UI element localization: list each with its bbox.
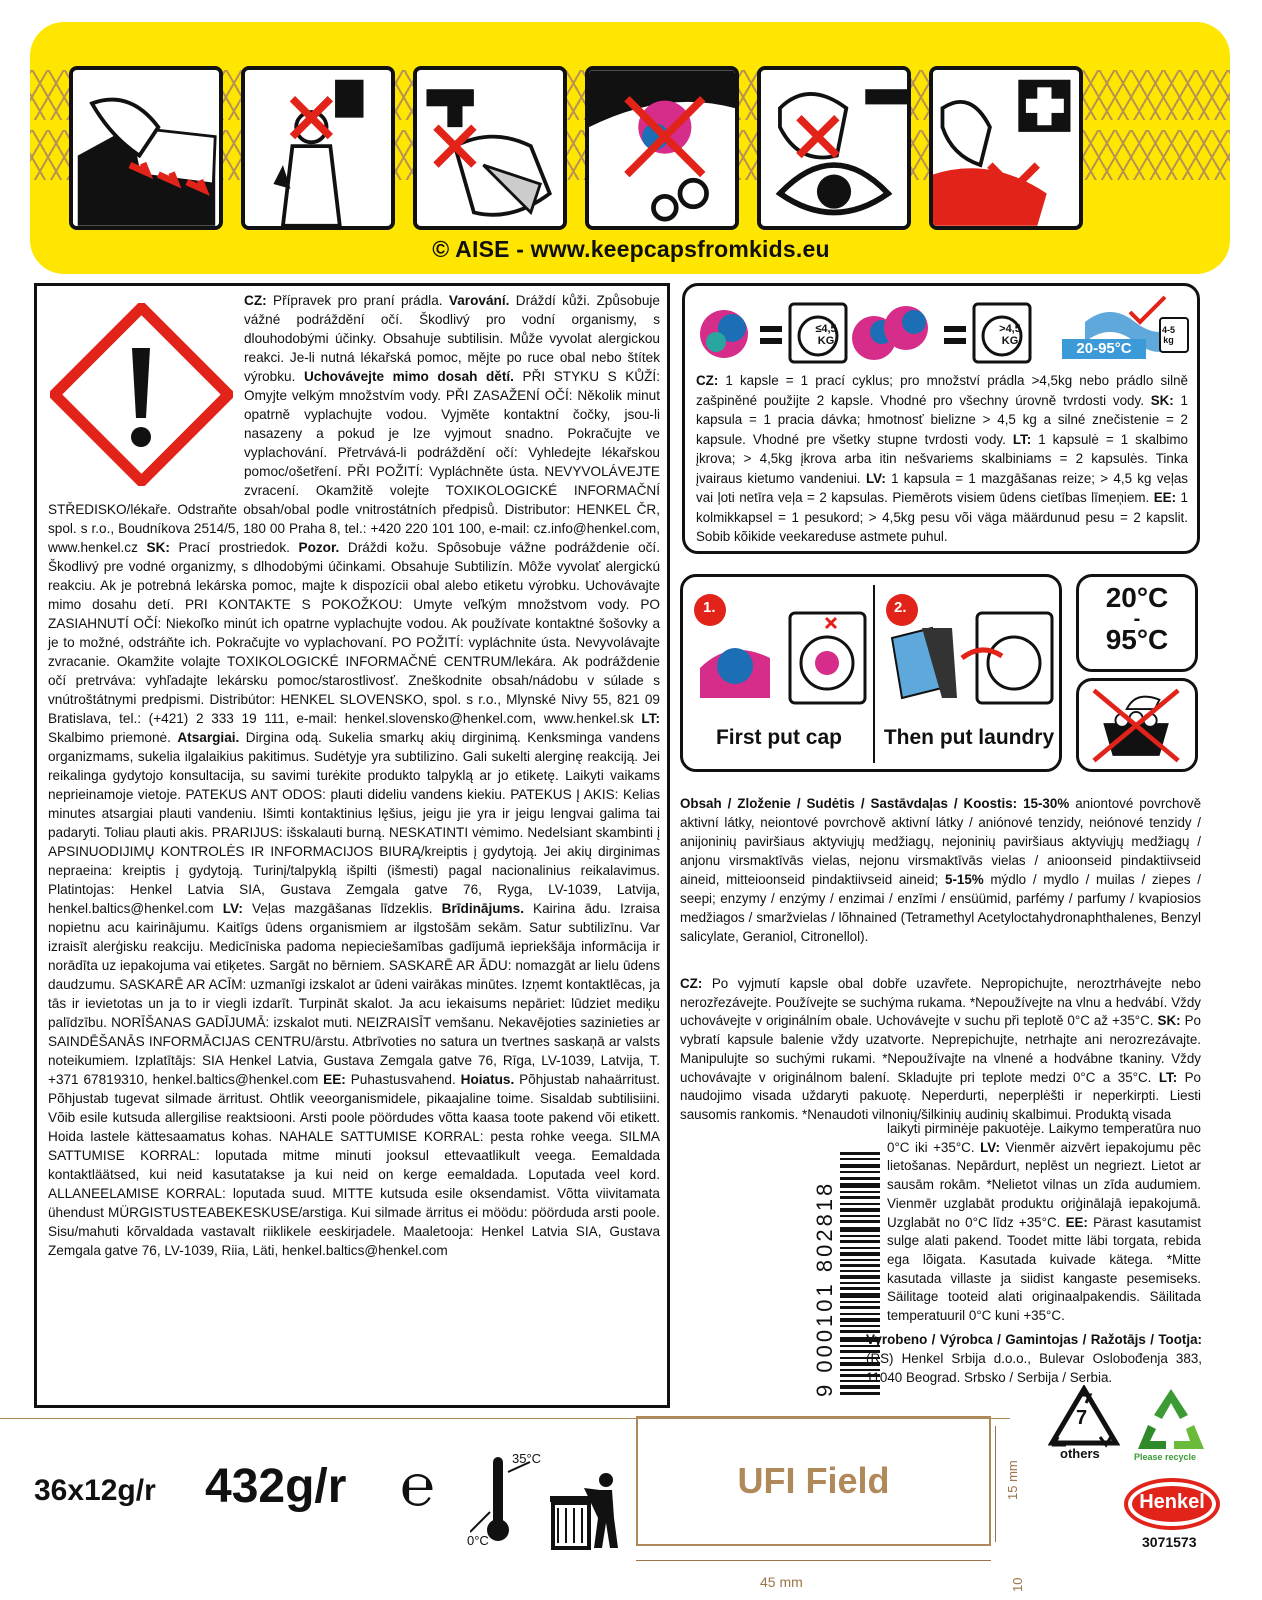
producer-info: Vyrobeno / Výrobca / Gamintojas / Ražotājs / Tootja: (RS) Henkel Srbija d.o.o., Bulevar Oslobođenja 383, 11040 Beograd. Srbsko / Serbija / Serbia.	[866, 1332, 1202, 1385]
step-two-label: Then put laundry	[883, 726, 1055, 749]
cap-into-drum-icon	[690, 588, 870, 708]
recycle-number: 7	[1076, 1407, 1088, 1429]
step-one-label: First put cap	[715, 726, 842, 749]
dim-line	[995, 1426, 996, 1542]
temp-dash: -	[1133, 608, 1141, 630]
dosage-instructions: CZ: 1 kapsle = 1 prací cyklus; pro množství prádla >4,5kg nebo prádlo silně zašpiněné použijte 2 kapsle. Vhodné pro všechny úrovně tvrdosti vody. SK: 1 kapsula = 1 pracia dávka; hmotnosť bielizne > 4,5 kg a silné znečistenie = 2 kapsule. Vhodné pre všetky stupne tvrdosti vody. LT: 1 kapsulė = 1 skalbimo įkrova; > 4,5kg įkrova arba itin nešvariems skalbiniams = 2 kapsulės. Tinka įvairaus kietumo vandeniui. LV: 1 kapsula = 1 mazgāšanas reize; > 4,5 kg veļas vai ļoti netīra veļa = 2 kapsulas. Piemērots visiem ūdens cietības līmeņiem. EE: 1 kolmikkapsel = 1 pesukord; > 4,5kg pesu või väga määrdunud pesu = 2 kapslit. Sobib kõikide veekareduse astmete puhul.	[696, 373, 1189, 544]
storage-instructions-continued: laikyti pirminėje pakuotėje. Laikymo temperatūra nuo 0°C iki +35°C. LV: Vienmēr aizvērt iepakojumu pēc lietošanas. Nepārdurt, neplēst un negriezt. Lietot ar sausām rokām. *Nelietot vilnas un zīda audumiem. Vienmēr uzglabāt produktu oriģinālajā iepakojumā. Uzglabāt no 0°C līdz +35°C. EE: Pärast kasutamist sulge alati pakend. Toodet mitte läbi torgata, rebida ega lõigata. Kasutada kuivade kätega. *Mitte kasutada villaste ja siidist kangaste pesemiseks. Säilitage tooteid alati originaalpakendis. Säilitada temperatuuril 0°C kuni +35°C.	[887, 1121, 1202, 1324]
recycle-label: others	[1060, 1446, 1100, 1461]
first-aid-icon	[929, 66, 1083, 230]
open-package-icon	[69, 66, 223, 230]
henkel-logo-text: Henkel	[1139, 1491, 1205, 1513]
net-weight: 432g/r	[205, 1460, 347, 1513]
capsule-weight: 36x12g/r	[34, 1474, 156, 1507]
temp-max: 95°C	[1105, 624, 1169, 655]
width-dimension: 45 mm	[760, 1574, 803, 1590]
no-handwash-box	[1076, 678, 1198, 772]
do-not-cut-icon	[585, 66, 739, 230]
ufi-field: UFI Field	[636, 1416, 991, 1546]
kg-range-label: 4-5 kg	[1162, 325, 1176, 345]
dry-hands-icon	[413, 66, 567, 230]
height-dimension: 15 mm	[1005, 1460, 1020, 1500]
step-one-number: 1.	[703, 599, 716, 616]
barcode-number: 9 000101 802818	[812, 1180, 837, 1397]
order-divider	[873, 585, 875, 763]
bleed-dimension: 10	[1010, 1577, 1025, 1592]
step-two-number: 2.	[894, 599, 907, 616]
e-mark-icon: ℮	[400, 1453, 435, 1518]
temp-min: 20°C	[1105, 582, 1169, 613]
tidyman-bin-icon	[548, 1468, 623, 1553]
child-no-access-icon	[241, 66, 395, 230]
dim-line	[636, 1560, 991, 1561]
temp-range-badge: 20-95°C	[1062, 339, 1146, 359]
please-recycle-text: Please recycle	[1134, 1452, 1197, 1462]
henkel-logo	[1124, 1478, 1220, 1530]
no-handwash-icon	[1079, 681, 1195, 769]
composition-text: Obsah / Zloženie / Sudėtis / Sastāvdaļas / Koostis: 15-30% aniontové povrchově aktivní látky, neiontové povrchově aktivní látky / aniónové tenzidy, neiónové tenzidy / anijoninių paviršiaus aktyviųjų medžiagų, nejoninių paviršiaus aktyviųjų medžiagų / anjonu virsmaktīvās vielas, nejonu virsmaktīvās vielas / anioonseid pindaktiivseid aineid, mitteioonseid pindaktiivseid aineid; 5-15% mýdlo / mydlo / muilas / ziepes / seepi; enzymy / enzýmy / enzimai / enzīmi / ensüümid, parfémy / parfumy / kvapiosios medžiagos / smaržvielas / lõhnained (Tetramethyl Acetyloctahydronaphthalenes, Benzyl salicylate, Geraniol, Citronellol).	[680, 796, 1202, 944]
wash-temperature-box	[1076, 574, 1198, 672]
laundry-into-drum-icon	[882, 588, 1057, 708]
storage-instructions: CZ: Po vyjmutí kapsle obal dobře uzavřete. Nepropichujte, neroztrhávejte nebo nerozřezávejte. Používejte se suchýma rukama. *Nepoužívejte na vlnu a hedvábí. Vždy uchovávejte v originálním obale. Uchovávejte v suchu při teplotě 0°C až +35°C. SK: Po vybratí kapsule balenie vždy uzatvorte. Neprepichujte, netrhajte ani nerozrezávajte. Manipulujte so suchými rukami. *Nepoužívajte na vlnené a hodvábne tkaniny. Vždy uchovávajte v originálnom balení. Skladujte pri teplote medzi 0°C a 35°C. LT: Po naudojimo visada uždaryti pakuotę. Neperdurti, neperplėšti ir neperkirpti. Liesti sausomis rankomis. *Nenaudoti vilnonių/šilkinių audinių skalbimui. Produktą visada	[680, 976, 1201, 1122]
kg-large-load: >4,5 KG	[999, 323, 1021, 347]
please-recycle-icon	[1134, 1385, 1208, 1453]
eye-contact-icon	[757, 66, 911, 230]
product-code: 3071573	[1142, 1534, 1197, 1550]
storage-min-temp: 0°C	[467, 1533, 489, 1548]
aise-website: © AISE - www.keepcapsfromkids.eu	[432, 236, 830, 262]
hazard-statements: CZ: Přípravek pro praní prádla. Varování. Dráždí kůži. Způsobuje vážné podráždění očí. Škodlivý pro vodní organismy, s dlouhodobými účinky. Obsahuje subtilisin. Může vyvolat alergickou reakci. Je-li nutná lékařská pomoc, mějte po ruce obal nebo štítek výrobku. Uchovávejte mimo dosah dětí. PŘI STYKU S KŮŽÍ: Omyjte velkým množstvím vody. PŘI ZASAŽENÍ OČÍ: Několik minut opatrně vyplachujte vodou. Vyjměte kontaktní čočky, jsou-li nasazeny a pokud je lze vyjmout snadno. Pokračujte ve vyplachování. Přetrvává-li podráždění očí: Vyhledejte lékařskou pomoc/ošetření. PŘI POŽITÍ: Vypláchněte ústa. NEVYVOLÁVEJTE zvracení. Okamžitě volejte TOXIKOLOGICKÉ INFORMAČNÍ STŘEDISKO/lékaře. Odstraňte obsah/obal podle vnitrostátních předpisů. Distributor: HENKEL ČR, spol. s r.o., Boudníkova 2514/5, 180 00 Praha 8, tel.: +420 220 101 100, e-mail: cz.info@henkel.com, www.henkel.cz SK: Prací prostriedok. Pozor. Dráždi kožu. Spôsobuje vážne podráždenie očí. Škodlivý pre vodné organizmy, s dlhodobými účinkami. Obsahuje Subtilizín. Môže vyvolať alergickú reakciu. Ak je potrebná lekárska pomoc, majte k dispozícii obal alebo etiketu výrobku. Uchovávajte mimo dosahu detí. PRI KONTAKTE S POKOŽKOU: Umyte veľkým množstvom vody. PO ZASIAHNUTÍ OČÍ: Niekoľko minút ich opatrne vyplachujte vodou. Ak používate kontaktné šošovky a je to možné, odstráňte ich. Pokračujte vo vyplachovaní. PO POŽITÍ: vypláchnite ústa. Nevyvolávajte zvracanie. Okamžite volajte TOXIKOLOGICKÉ INFORMAČNÉ CENTRUM/lekára. Ak podráždenie očí pretrváva: vyhľadajte lekársku pomoc/starostlivosť. Zneškodnite obsah/nádobu v súlade s vnútroštátnymi predpismi. Distribútor: HENKEL SLOVENSKO, spol. s r.o., Mlynské Nivy 55, 821 09 Bratislava, tel.: (+421) 2 333 19 111, e-mail: henkel.slovensko@henkel.com, www.henkel.sk LT: Skalbimo priemonė. Atsargiai. Dirgina odą. Sukelia smarkų akių dirginimą. Kenksminga vandens organizmams, sukelia ilgalaikius pakitimus. Sudėtyje yra subtilizino. Gali sukelti alerginę reakciją. Jei reikalinga gydytojo konsultacija, su savimi turėkite produkto talpyklą ar jo etiketę. Laikyti vaikams neprieinamoje vietoje. PATEKUS ANT ODOS: plauti dideliu vandens kiekiu. PATEKUS Į AKIS: Kelias minutes atsargiai plauti vandeniu. Išimti kontaktinius lęšius, jeigu jie yra ir jeigu lengvai galima tai padaryti. Toliau plauti akis. PRARIJUS: išskalauti burną. NESKATINTI vėmimo. Nedelsiant skambinti į APSINUODIJIMŲ KONTROLĖS IR INFORMACIJOS BIURĄ/kreiptis į gydytoją. Jei akių dirginimas nepraeina: kreiptis į gydytoją. Turinį/talpyklą išpilti (išmesti) pagal nacionalinius reikalavimus. Platintojas: Henkel Latvia SIA, Gustava Zemgala gatve 76, Ryga, LV-1039, Latvija, henkel.baltics@henkel.com LV: Veļas mazgāšanas līdzeklis. Brīdinājums. Kairina ādu. Izraisa nopietnu acu kairinājumu. Kaitīgs ūdens organismiem ar ilgstošām sekām. Satur subtilizīnu. Var izraisīt alerģisku reakciju. Medicīniska padoma nepieciešamības gadījumā iepriekšāja informācija ir norādīta uz iepakojuma vai etiķetes. Sargāt no bērniem. SASKARĒ AR ĀDU: nomazgāt ar lielu ūdens daudzumu. SASKARĒ AR ACĪM: uzmanīgi izskalot ar ūdeni vairākas minūtes. Izņemt kontaktlēcas, ja tās ir ievietotas un ja to ir viegli izdarīt. Turpināt skalot. Ja acu iekaisums nepāriet: lūdziet mediķu palīdzību. NORĪŠANAS GADĪJUMĀ: izskalot muti. NEIZRAISĪT vemšanu. Nekavējoties sazinieties ar SAINDĒŠANĀS INFORMĀCIJAS CENTRU/ārstu. Atbrīvoties no satura un tvertnes saskaņā ar valsts noteikumiem. Izplatītājs: SIA Henkel Latvia, Gustava Zemgala gatve 76, Rīga, LV-1039, Latvija, T. +371 67819310, henkel.baltics@henkel.com EE: Puhastusvahend. Hoiatus. Põhjustab nahaärritust. Põhjustab tugevat silmade ärritust. Ohtlik veeorganismidele, pikaajaline toime. Sisaldab subtilisiini. Võib esile kutsuda allergilise reaktsiooni. Arsti poole pöördudes võtta kaasa toote pakend või etikett. Hoida lastele kättesaamatus kohas. NAHALE SATTUMISE KORRAL: pesta rohke veega. SILMA SATTUMISE KORRAL: loputada mitme minuti jooksul ettevaatlikult veega. Eemaldada kontaktläätsed, kui neid kasutatakse ja kui neid on kerge eemaldada. Loputada veel kord. ALLANEELAMISE KORRAL: loputada suud. MITTE kutsuda esile oksendamist. Võtta viivitamata ühendust MÜRGISTUSTEABEKESKUSE/arstiga. Kui silmade ärritus ei möödu: pöörduda arsti poole. Sisu/mahuti kõrvaldada vastavalt riiklikele eeskirjadele. Maaletooja: Henkel Latvia SIA, Gustava Zemgala gatve 76, LV-1039, Riia, Läti, henkel.baltics@henkel.com	[48, 293, 661, 1258]
kg-small-load: ≤4,5 KG	[815, 323, 837, 347]
storage-max-temp: 35°C	[512, 1451, 542, 1466]
